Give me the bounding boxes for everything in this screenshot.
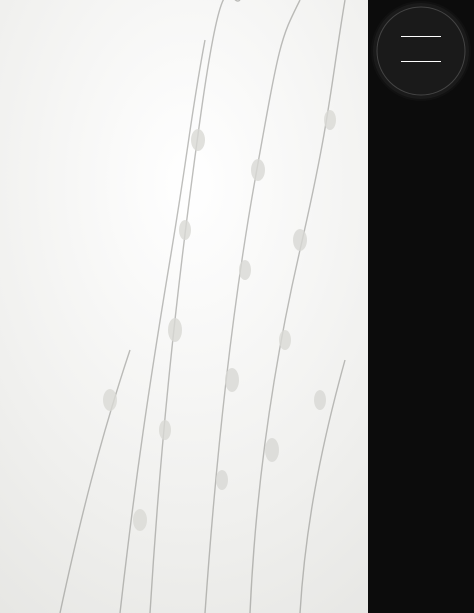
ken-sushi-house-logo — [371, 1, 471, 101]
logo-divider — [401, 36, 441, 37]
logo-arc-text — [373, 3, 469, 99]
logo-divider — [401, 61, 441, 62]
